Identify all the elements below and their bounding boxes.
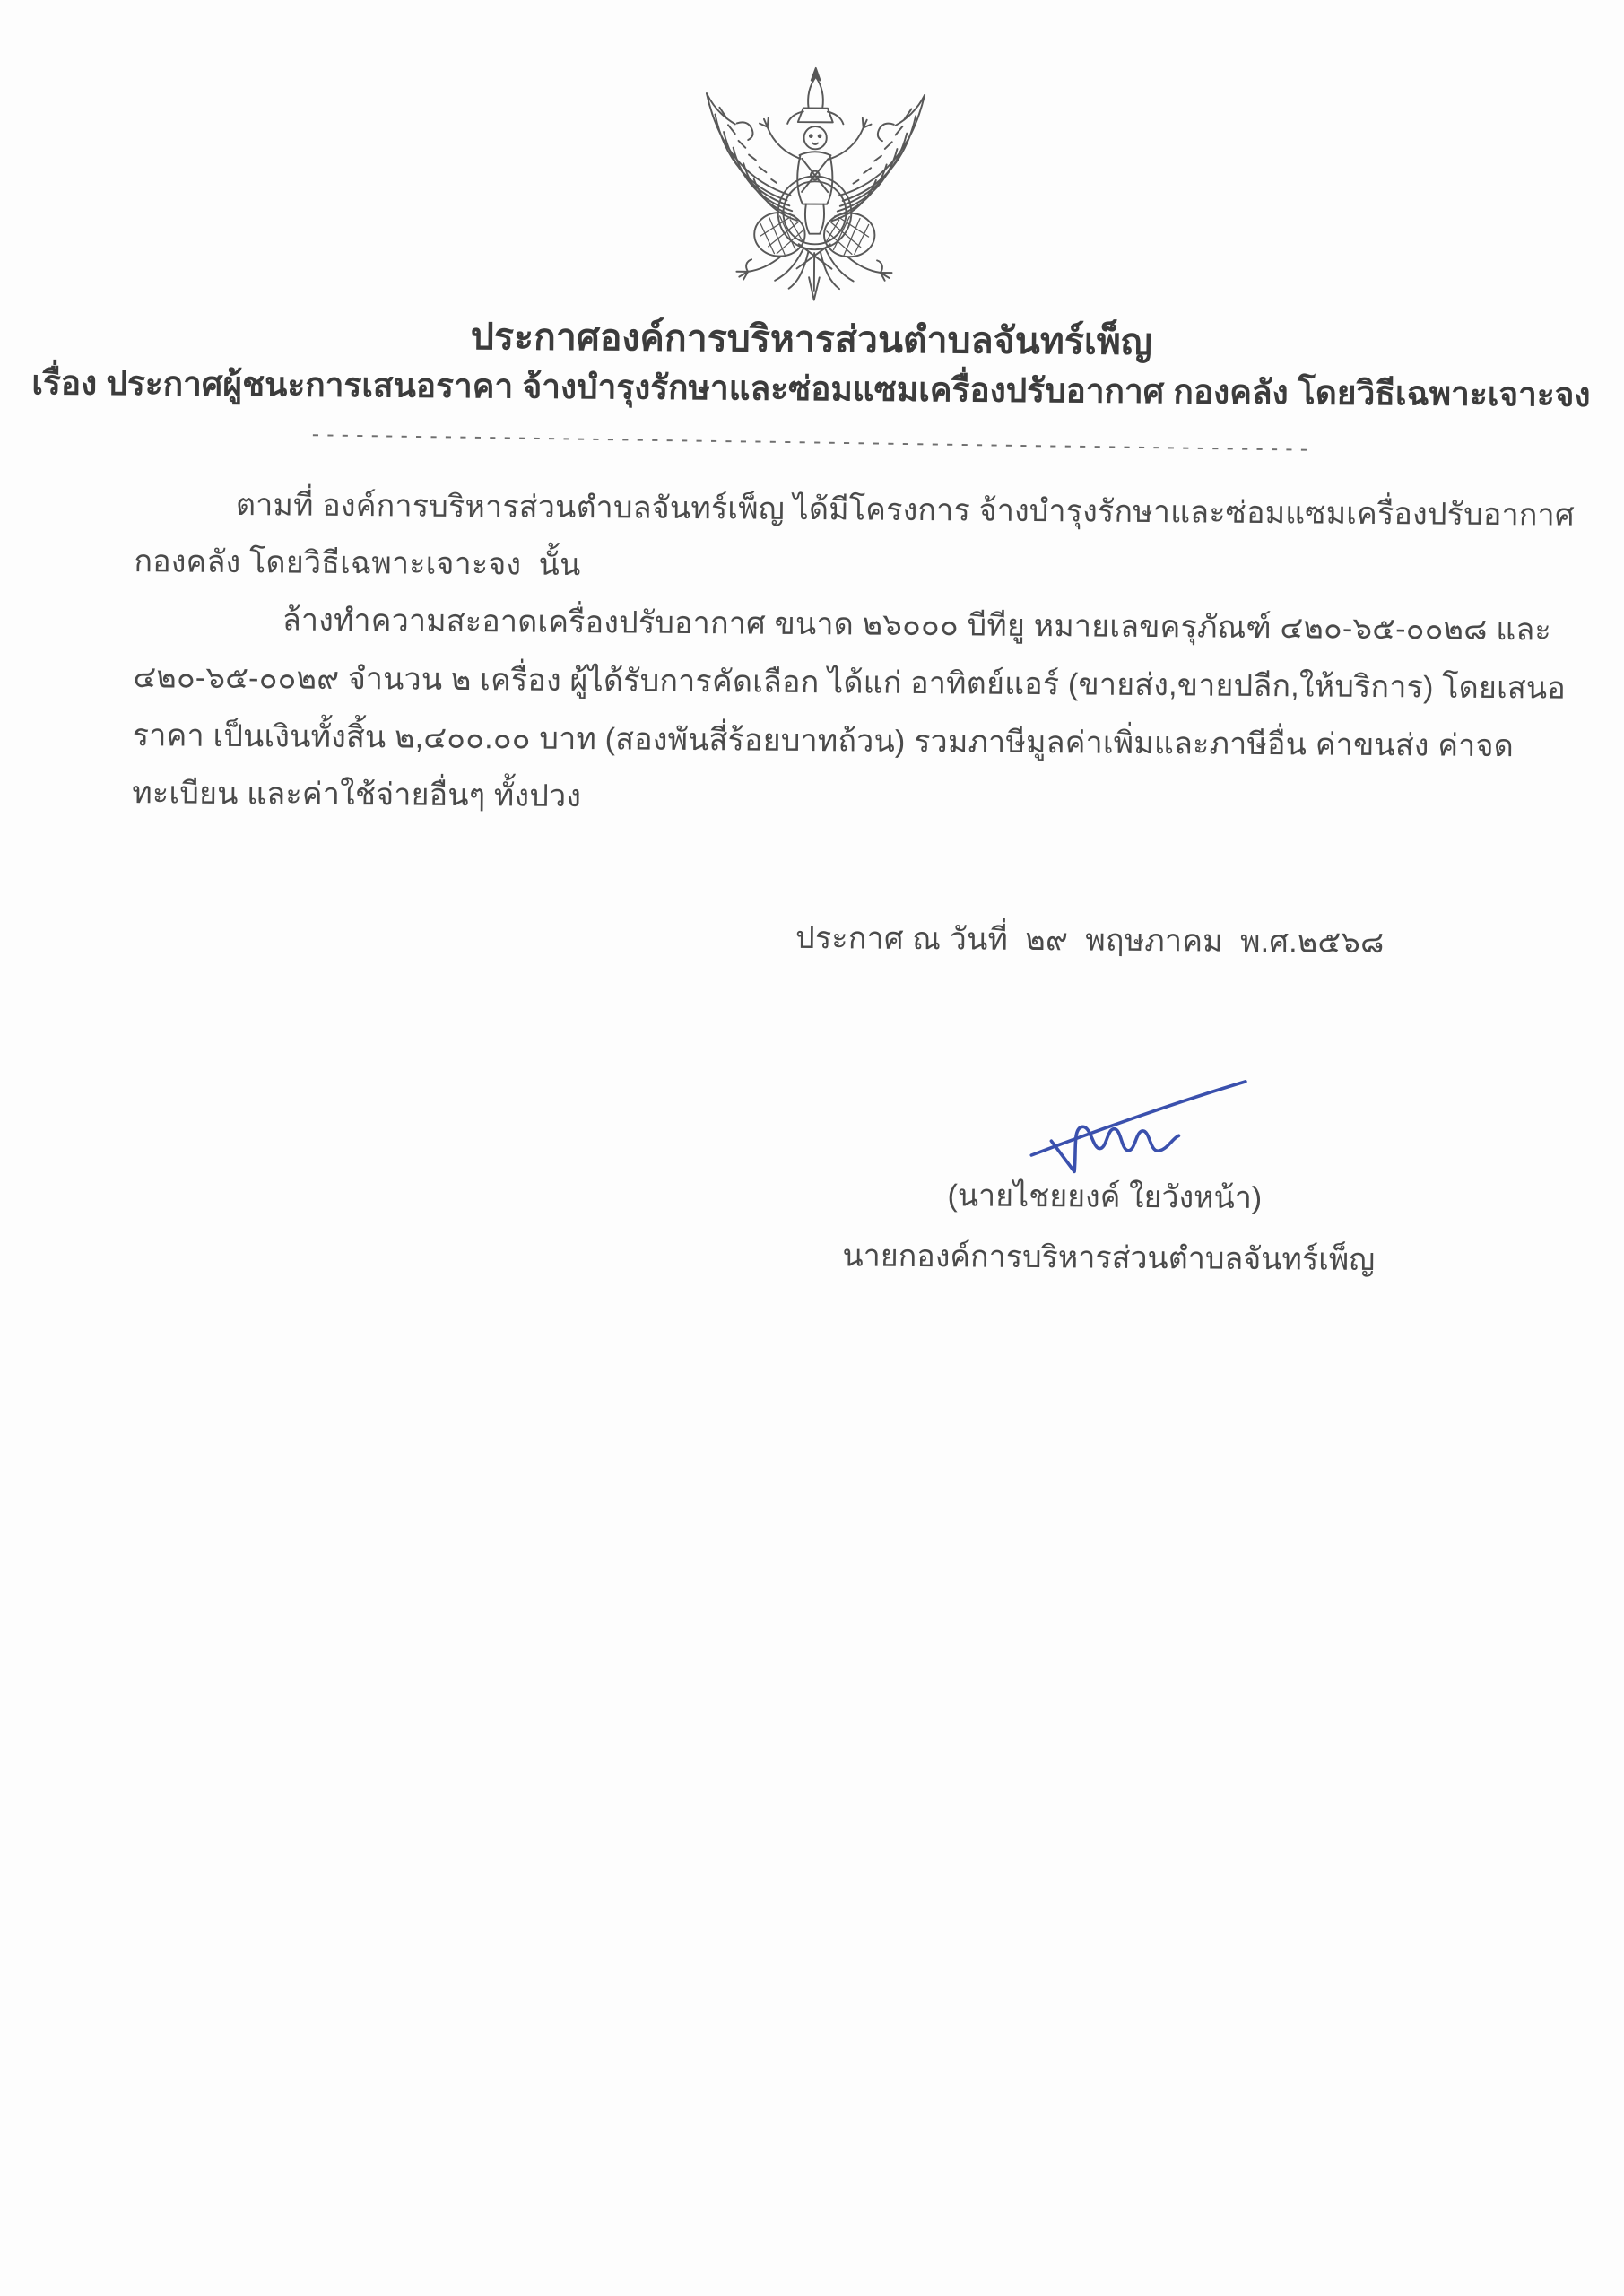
body-line-p2-1: ล้างทำความสะอาดเครื่องปรับอากาศ ขนาด ๒๖๐๐๐ บีทียู หมายเลขครุภัณฑ์ ๔๒๐-๖๕-๐๐๒๘ และ	[282, 603, 1552, 648]
signatory-name: (นายไชยยงค์ ใยวังหน้า)	[947, 1178, 1263, 1216]
body-line-p2-2: ๔๒๐-๖๕-๐๐๒๙ จำนวน ๒ เครื่อง ผู้ได้รับการคัดเลือก ได้แก่ อาทิตย์แอร์ (ขายส่ง,ขายปลีก,ให้บริการ) โดยเสนอ	[133, 660, 1567, 706]
body-line-p2-4: ทะเบียน และค่าใช้จ่ายอื่นๆ ทั้งปวง	[132, 776, 582, 814]
body-line-p2-3: ราคา เป็นเงินทั้งสิ้น ๒,๔๐๐.๐๐ บาท (สองพันสี่ร้อยบาทถ้วน) รวมภาษีมูลค่าเพิ่มและภาษีอื่น ค่าขนส่ง ค่าจด	[132, 718, 1515, 764]
dashed-separator: --------------------------------------------------------------------	[308, 421, 1313, 462]
signatory-title: นายกองค์การบริหารส่วนตำบลจันทร์เพ็ญ	[842, 1239, 1376, 1278]
signature-ink-icon	[1004, 1065, 1285, 1184]
garuda-emblem-icon	[683, 62, 947, 317]
document-title: ประกาศองค์การบริหารส่วนตำบลจันทร์เพ็ญ	[470, 316, 1153, 363]
body-line-p1-1: ตามที่ องค์การบริหารส่วนตำบลจันทร์เพ็ญ ได้มีโครงการ จ้างบำรุงรักษาและซ่อมแซมเครื่องปรับอากาศ	[235, 488, 1575, 533]
announcement-date: ประกาศ ณ วันที่ ๒๙ พฤษภาคม พ.ศ.๒๕๖๘	[795, 920, 1385, 961]
document-subject: เรื่อง ประกาศผู้ชนะการเสนอราคา จ้างบำรุงรักษาและซ่อมแซมเครื่องปรับอากาศ กองคลัง โดยวิธีเฉพาะเจาะจง	[31, 364, 1591, 413]
body-line-p1-2: กองคลัง โดยวิธีเฉพาะเจาะจง นั้น	[134, 544, 581, 583]
